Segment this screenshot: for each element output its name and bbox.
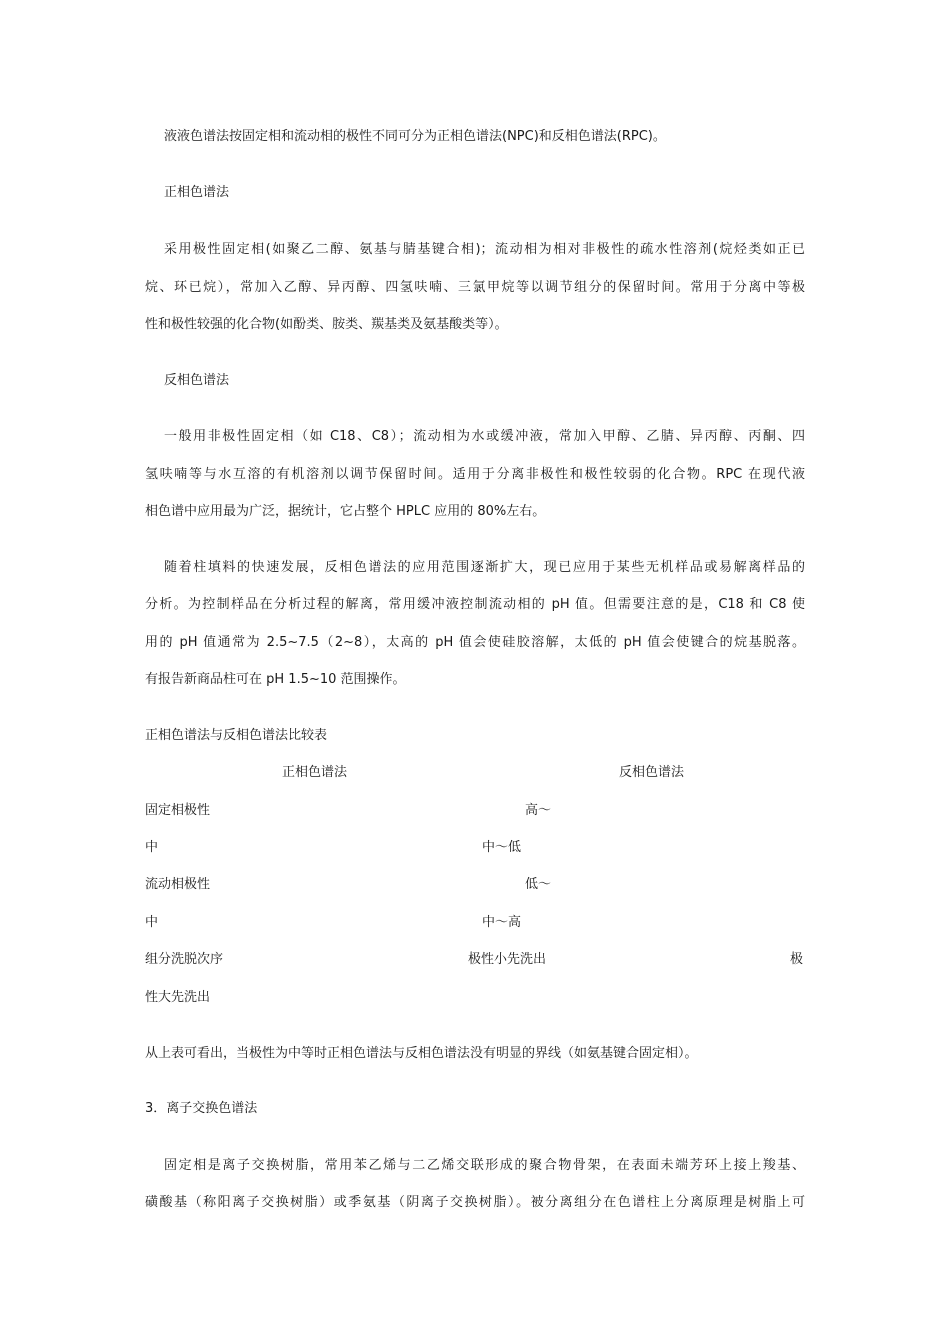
ion-exchange-heading: 3．离子交换色谱法 [145, 1101, 258, 1116]
table-header-rpc: 反相色谱法 [619, 765, 685, 780]
table-row2-rpc: 中～高 [482, 915, 522, 930]
conclusion-paragraph: 从上表可看出，当极性为中等时正相色谱法与反相色谱法没有明显的界线（如氨基键合固定相）。 [145, 1046, 698, 1061]
npc-heading: 正相色谱法 [164, 185, 230, 200]
table-row3-rpc: 极 [790, 952, 804, 967]
ph-paragraph-line-1: 随着柱填料的快速发展，反相色谱法的应用范围逐渐扩大，现已应用于某些无机样品或易解离样品的 [164, 560, 805, 575]
table-row3-rpc-wrap: 性大先洗出 [145, 990, 211, 1005]
intro-paragraph: 液液色谱法按固定相和流动相的极性不同可分为正相色谱法(NPC)和反相色谱法(RPC)。 [164, 129, 666, 144]
rpc-paragraph-line-2: 氢呋喃等与水互溶的有机溶剂以调节保留时间。适用于分离非极性和极性较弱的化合物。RPC 在现代液 [145, 467, 805, 482]
rpc-paragraph-line-1: 一般用非极性固定相（如 C18、C8）；流动相为水或缓冲液，常加入甲醇、乙腈、异丙醇、丙酮、四 [164, 429, 805, 444]
table-row1-rpc: 中～低 [482, 840, 522, 855]
document-page [145, 0, 805, 1344]
ion-paragraph-line-1: 固定相是离子交换树脂，常用苯乙烯与二乙烯交联形成的聚合物骨架，在表面未端芳环上接上羧基、 [164, 1158, 805, 1173]
ph-paragraph-line-3: 用的 pH 值通常为 2.5~7.5（2~8），太高的 pH 值会使硅胶溶解，太低的 pH 值会使键合的烷基脱落。 [145, 635, 805, 650]
table-row1-label: 固定相极性 [145, 803, 211, 818]
table-header-npc: 正相色谱法 [282, 765, 348, 780]
rpc-paragraph-line-3: 相色谱中应用最为广泛，据统计，它占整个 HPLC 应用的 80%左右。 [145, 504, 546, 519]
table-row2-npc-wrap: 中 [145, 915, 159, 930]
rpc-heading: 反相色谱法 [164, 373, 230, 388]
table-row1-npc: 高～ [525, 803, 552, 818]
ph-paragraph-line-4: 有报告新商品柱可在 pH 1.5~10 范围操作。 [145, 672, 406, 687]
npc-paragraph-line-3: 性和极性较强的化合物(如酚类、胺类、羰基类及氨基酸类等）。 [145, 317, 508, 332]
table-row3-npc: 极性小先洗出 [468, 952, 547, 967]
table-row1-npc-wrap: 中 [145, 840, 159, 855]
table-row2-npc: 低～ [525, 877, 552, 892]
npc-paragraph-line-1: 采用极性固定相(如聚乙二醇、氨基与腈基键合相)；流动相为相对非极性的疏水性溶剂(烷烃类如正已 [164, 242, 805, 257]
ph-paragraph-line-2: 分析。为控制样品在分析过程的解离，常用缓冲液控制流动相的 pH 值。但需要注意的是，C18 和 C8 使 [145, 597, 805, 612]
npc-paragraph-line-2: 烷、环已烷），常加入乙醇、异丙醇、四氢呋喃、三氯甲烷等以调节组分的保留时间。常用于分离中等极 [145, 280, 805, 295]
table-caption: 正相色谱法与反相色谱法比较表 [145, 728, 328, 743]
ion-paragraph-line-2: 磺酸基（称阳离子交换树脂）或季氨基（阴离子交换树脂）。被分离组分在色谱柱上分离原理是树脂上可 [145, 1195, 805, 1210]
table-row2-label: 流动相极性 [145, 877, 211, 892]
table-row3-label: 组分洗脱次序 [145, 952, 224, 967]
